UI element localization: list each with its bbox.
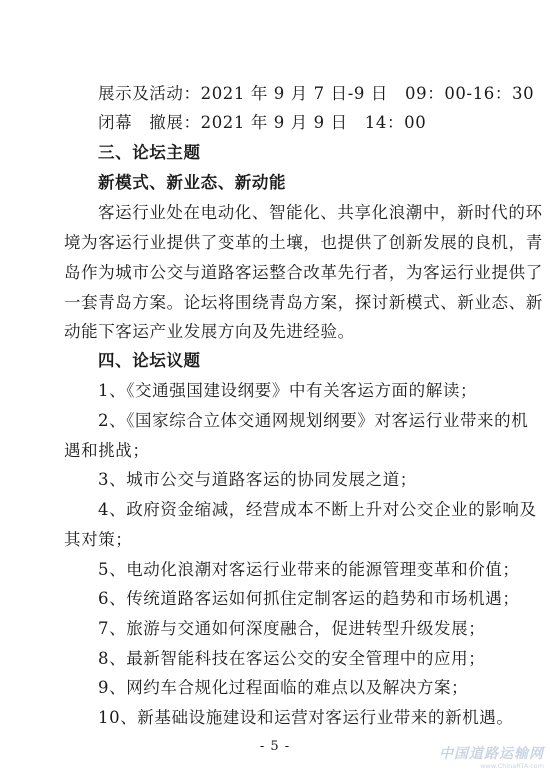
topic-item: 9、网约车合规化过程面临的难点以及解决方案； <box>98 678 469 697</box>
page-number: - 5 - <box>259 739 291 754</box>
topic-item: 3、城市公交与道路客运的协同发展之道； <box>98 470 417 489</box>
forum-theme-title: 新模式、新业态、新动能 <box>98 173 287 192</box>
closing-schedule-line: 闭幕 撤展：2021 年 9 月 9 日 14：00 <box>98 113 427 132</box>
paragraph-line: 客运行业处在电动化、智能化、共享化浪潮中，新时代的环 <box>98 203 543 222</box>
exhibition-schedule-line: 展示及活动：2021 年 9 月 7 日-9 日 09：00-16：30 <box>98 84 535 103</box>
watermark-name: 中国道路运输网 <box>439 746 544 762</box>
section-heading-forum-theme: 三、论坛主题 <box>98 143 201 162</box>
topic-item-continuation: 遇和挑战； <box>64 441 150 460</box>
watermark-url: www.ChinaRTA.com <box>480 762 544 770</box>
topic-item: 2、《国家综合立体交通网规划纲要》对客运行业带来的机 <box>98 411 529 430</box>
topic-item: 10、新基础设施建设和运营对客运行业带来的新机遇。 <box>98 708 514 727</box>
paragraph-line: 境为客运行业提供了变革的土壤，也提供了创新发展的良机，青 <box>64 233 543 252</box>
topic-item: 5、电动化浪潮对客运行业带来的能源管理变革和价值； <box>98 560 520 579</box>
section-heading-forum-topics: 四、论坛议题 <box>98 351 201 370</box>
topic-item: 4、政府资金缩减，经营成本不断上升对公交企业的影响及 <box>98 500 537 519</box>
paragraph-line: 岛作为城市公交与道路客运整合改革先行者，为客运行业提供了 <box>64 263 543 282</box>
topic-item: 6、传统道路客运如何抓住定制客运的趋势和市场机遇； <box>98 589 520 608</box>
topic-item-continuation: 其对策； <box>64 530 133 549</box>
topic-item: 1、《交通强国建设纲要》中有关客运方面的解读； <box>98 381 478 400</box>
watermark <box>439 743 544 770</box>
paragraph-line: 动能下客运产业发展方向及先进经验。 <box>64 322 355 341</box>
topic-item: 8、最新智能科技在客运公交的安全管理中的应用； <box>98 649 486 668</box>
paragraph-line: 一套青岛方案。论坛将围绕青岛方案，探讨新模式、新业态、新 <box>64 293 543 312</box>
topic-item: 7、旅游与交通如何深度融合，促进转型升级发展； <box>98 619 486 638</box>
